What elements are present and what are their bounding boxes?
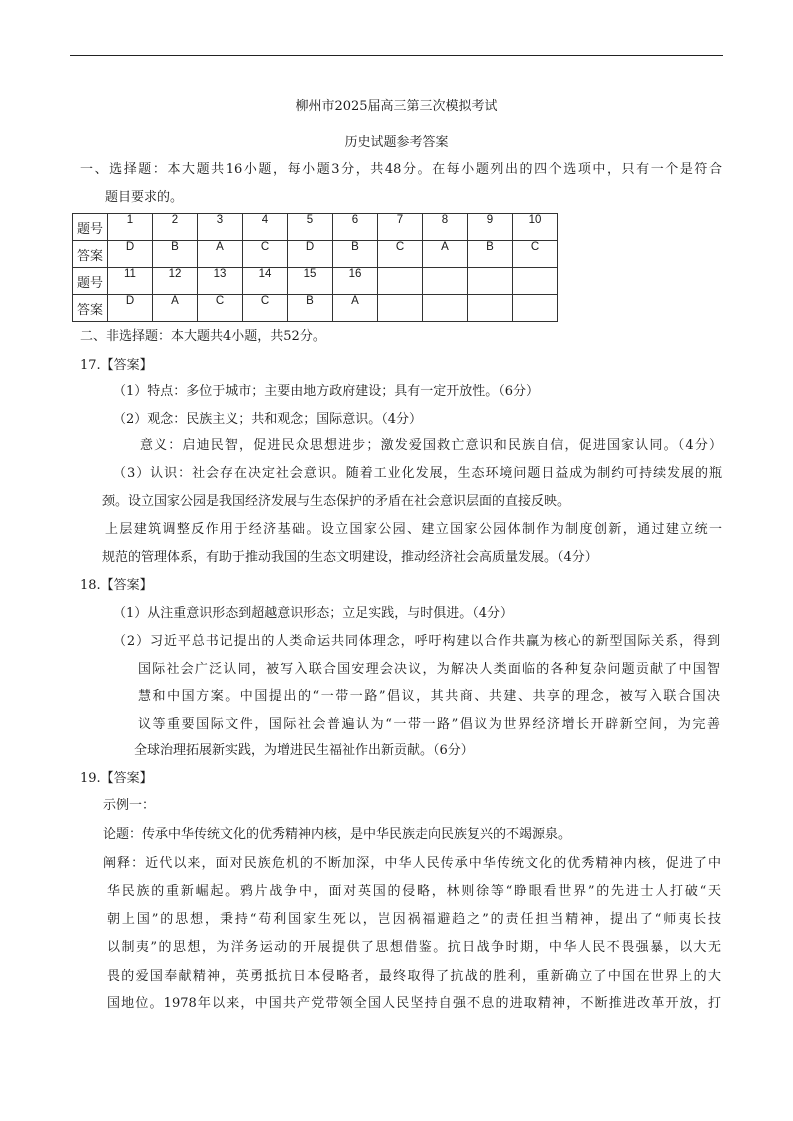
question-number-cell: 3 [198, 214, 243, 241]
answer-cell [513, 295, 558, 322]
q19-line: 国地位。1978年以来，中国共产党带领全国人民坚持自强不息的进取精神，不断推进改革开放，打 [107, 996, 721, 1011]
q18-line: 国际社会广泛认同，被写入联合国安理会决议，为解决人类面临的各种复杂问题贡献了中国智 [138, 662, 720, 677]
table-row [73, 214, 558, 241]
question-number-cell: 14 [243, 268, 288, 295]
q18-line: （2）习近平总书记提出的人类命运共同体理念，呼吁构建以合作共赢为核心的新型国际关系，得到 [113, 634, 720, 649]
answer-cell [378, 295, 423, 322]
answer-cell: A [153, 295, 198, 322]
question-number-cell: 12 [153, 268, 198, 295]
question-number-cell: 5 [288, 214, 333, 241]
q17-line: 上层建筑调整反作用于经济基础。设立国家公园、建立国家公园体制作为制度创新，通过建立统一 [105, 522, 722, 537]
row-label: 答案 [73, 295, 108, 322]
question-number-cell: 10 [513, 214, 558, 241]
q19-line: 论题：传承中华传统文化的优秀精神内核，是中华民族走向民族复兴的不竭源泉。 [103, 827, 572, 842]
table-row [73, 241, 558, 268]
question-number-cell: 7 [378, 214, 423, 241]
answer-cell: B [468, 241, 513, 268]
question-number-cell: 9 [468, 214, 513, 241]
row-label: 题号 [73, 214, 108, 241]
answer-cell: A [198, 241, 243, 268]
section2-heading: 二、非选择题：本大题共4小题，共52分。 [80, 329, 326, 344]
answer-cell: C [198, 295, 243, 322]
question-number-cell [513, 268, 558, 295]
answer-table [72, 213, 558, 322]
section1-heading-cont: 题目要求的。 [105, 190, 184, 205]
answer-cell [468, 295, 513, 322]
answer-cell: B [333, 241, 378, 268]
doc-title: 柳州市2025届高三第三次模拟考试 [295, 99, 498, 114]
q17-line: 意义：启迪民智，促进民众思想进步；激发爱国救亡意识和民族自信，促进国家认同。（4分） [140, 438, 722, 453]
header-rule [70, 55, 723, 56]
answer-cell: C [513, 241, 558, 268]
q19-line: 朝上国”的思想，秉持“苟利国家生死以，岂因祸福避趋之”的责任担当精神，提出了“师夷长技 [107, 912, 721, 927]
answer-cell: A [423, 241, 468, 268]
q19-line: 阐释：近代以来，面对民族危机的不断加深，中华人民传承中华传统文化的优秀精神内核，促进了中 [103, 856, 721, 871]
q18-line: 慧和中国方案。中国提出的“一带一路”倡议，其共商、共建、共享的理念，被写入联合国决 [138, 689, 720, 704]
question-number-cell: 6 [333, 214, 378, 241]
answer-cell: A [333, 295, 378, 322]
q19-line: 以制夷”的思想，为洋务运动的开展提供了思想借鉴。抗日战争时期，中华人民不畏强暴，以大无 [107, 940, 721, 955]
q19-line: 畏的爱国奉献精神，英勇抵抗日本侵略者，最终取得了抗战的胜利，重新确立了中国在世界上的大 [107, 969, 721, 984]
q19-heading: 19.【答案】 [80, 771, 153, 786]
question-number-cell: 1 [108, 214, 153, 241]
q17-line: 规范的管理体系，有助于推动我国的生态文明建设，推动经济社会高质量发展。（4分） [102, 550, 598, 565]
q18-line: 全球治理拓展新实践，为增进民生福祉作出新贡献。（6分） [134, 743, 474, 758]
question-number-cell [423, 268, 468, 295]
answer-cell: D [108, 295, 153, 322]
answer-cell [423, 295, 468, 322]
question-number-cell: 4 [243, 214, 288, 241]
q17-line: （3）认识：社会存在决定社会意识。随着工业化发展，生态环境问题日益成为制约可持续发展的瓶 [113, 466, 722, 481]
q19-line: 示例一： [103, 798, 156, 813]
table-row [73, 295, 558, 322]
question-number-cell: 2 [153, 214, 198, 241]
table-row [73, 268, 558, 295]
q17-line: （1）特点：多位于城市；主要由地方政府建设；具有一定开放性。（6分） [113, 384, 540, 399]
q18-heading: 18.【答案】 [80, 578, 153, 593]
question-number-cell [468, 268, 513, 295]
question-number-cell: 13 [198, 268, 243, 295]
answer-cell: B [288, 295, 333, 322]
question-number-cell: 11 [108, 268, 153, 295]
q18-line: 议等重要国际文件，国际社会普遍认为“一带一路”倡议为世界经济增长开辟新空间，为完善 [138, 717, 720, 732]
row-label: 题号 [73, 268, 108, 295]
section1-heading: 一、选择题：本大题共16小题，每小题3分，共48分。在每小题列出的四个选项中，只有一个是符合 [80, 162, 722, 177]
doc-subtitle: 历史试题参考答案 [344, 135, 449, 150]
answer-cell: C [243, 241, 288, 268]
answer-cell: C [243, 295, 288, 322]
row-label: 答案 [73, 241, 108, 268]
answer-cell: C [378, 241, 423, 268]
q18-line: （1）从注重意识形态到超越意识形态；立足实践，与时俱进。（4分） [113, 606, 514, 621]
answer-cell: D [288, 241, 333, 268]
q17-line: 颈。设立国家公园是我国经济发展与生态保护的矛盾在社会意识层面的直接反映。 [102, 494, 571, 509]
answer-cell: B [153, 241, 198, 268]
q17-heading: 17.【答案】 [80, 358, 153, 373]
answer-cell: D [108, 241, 153, 268]
question-number-cell: 16 [333, 268, 378, 295]
question-number-cell [378, 268, 423, 295]
q17-line: （2）观念：民族主义；共和观念；国际意识。（4分） [113, 412, 423, 427]
q19-line: 华民族的重新崛起。鸦片战争中，面对英国的侵略，林则徐等“睁眼看世界”的先进士人打破“天 [107, 884, 721, 899]
question-number-cell: 8 [423, 214, 468, 241]
question-number-cell: 15 [288, 268, 333, 295]
